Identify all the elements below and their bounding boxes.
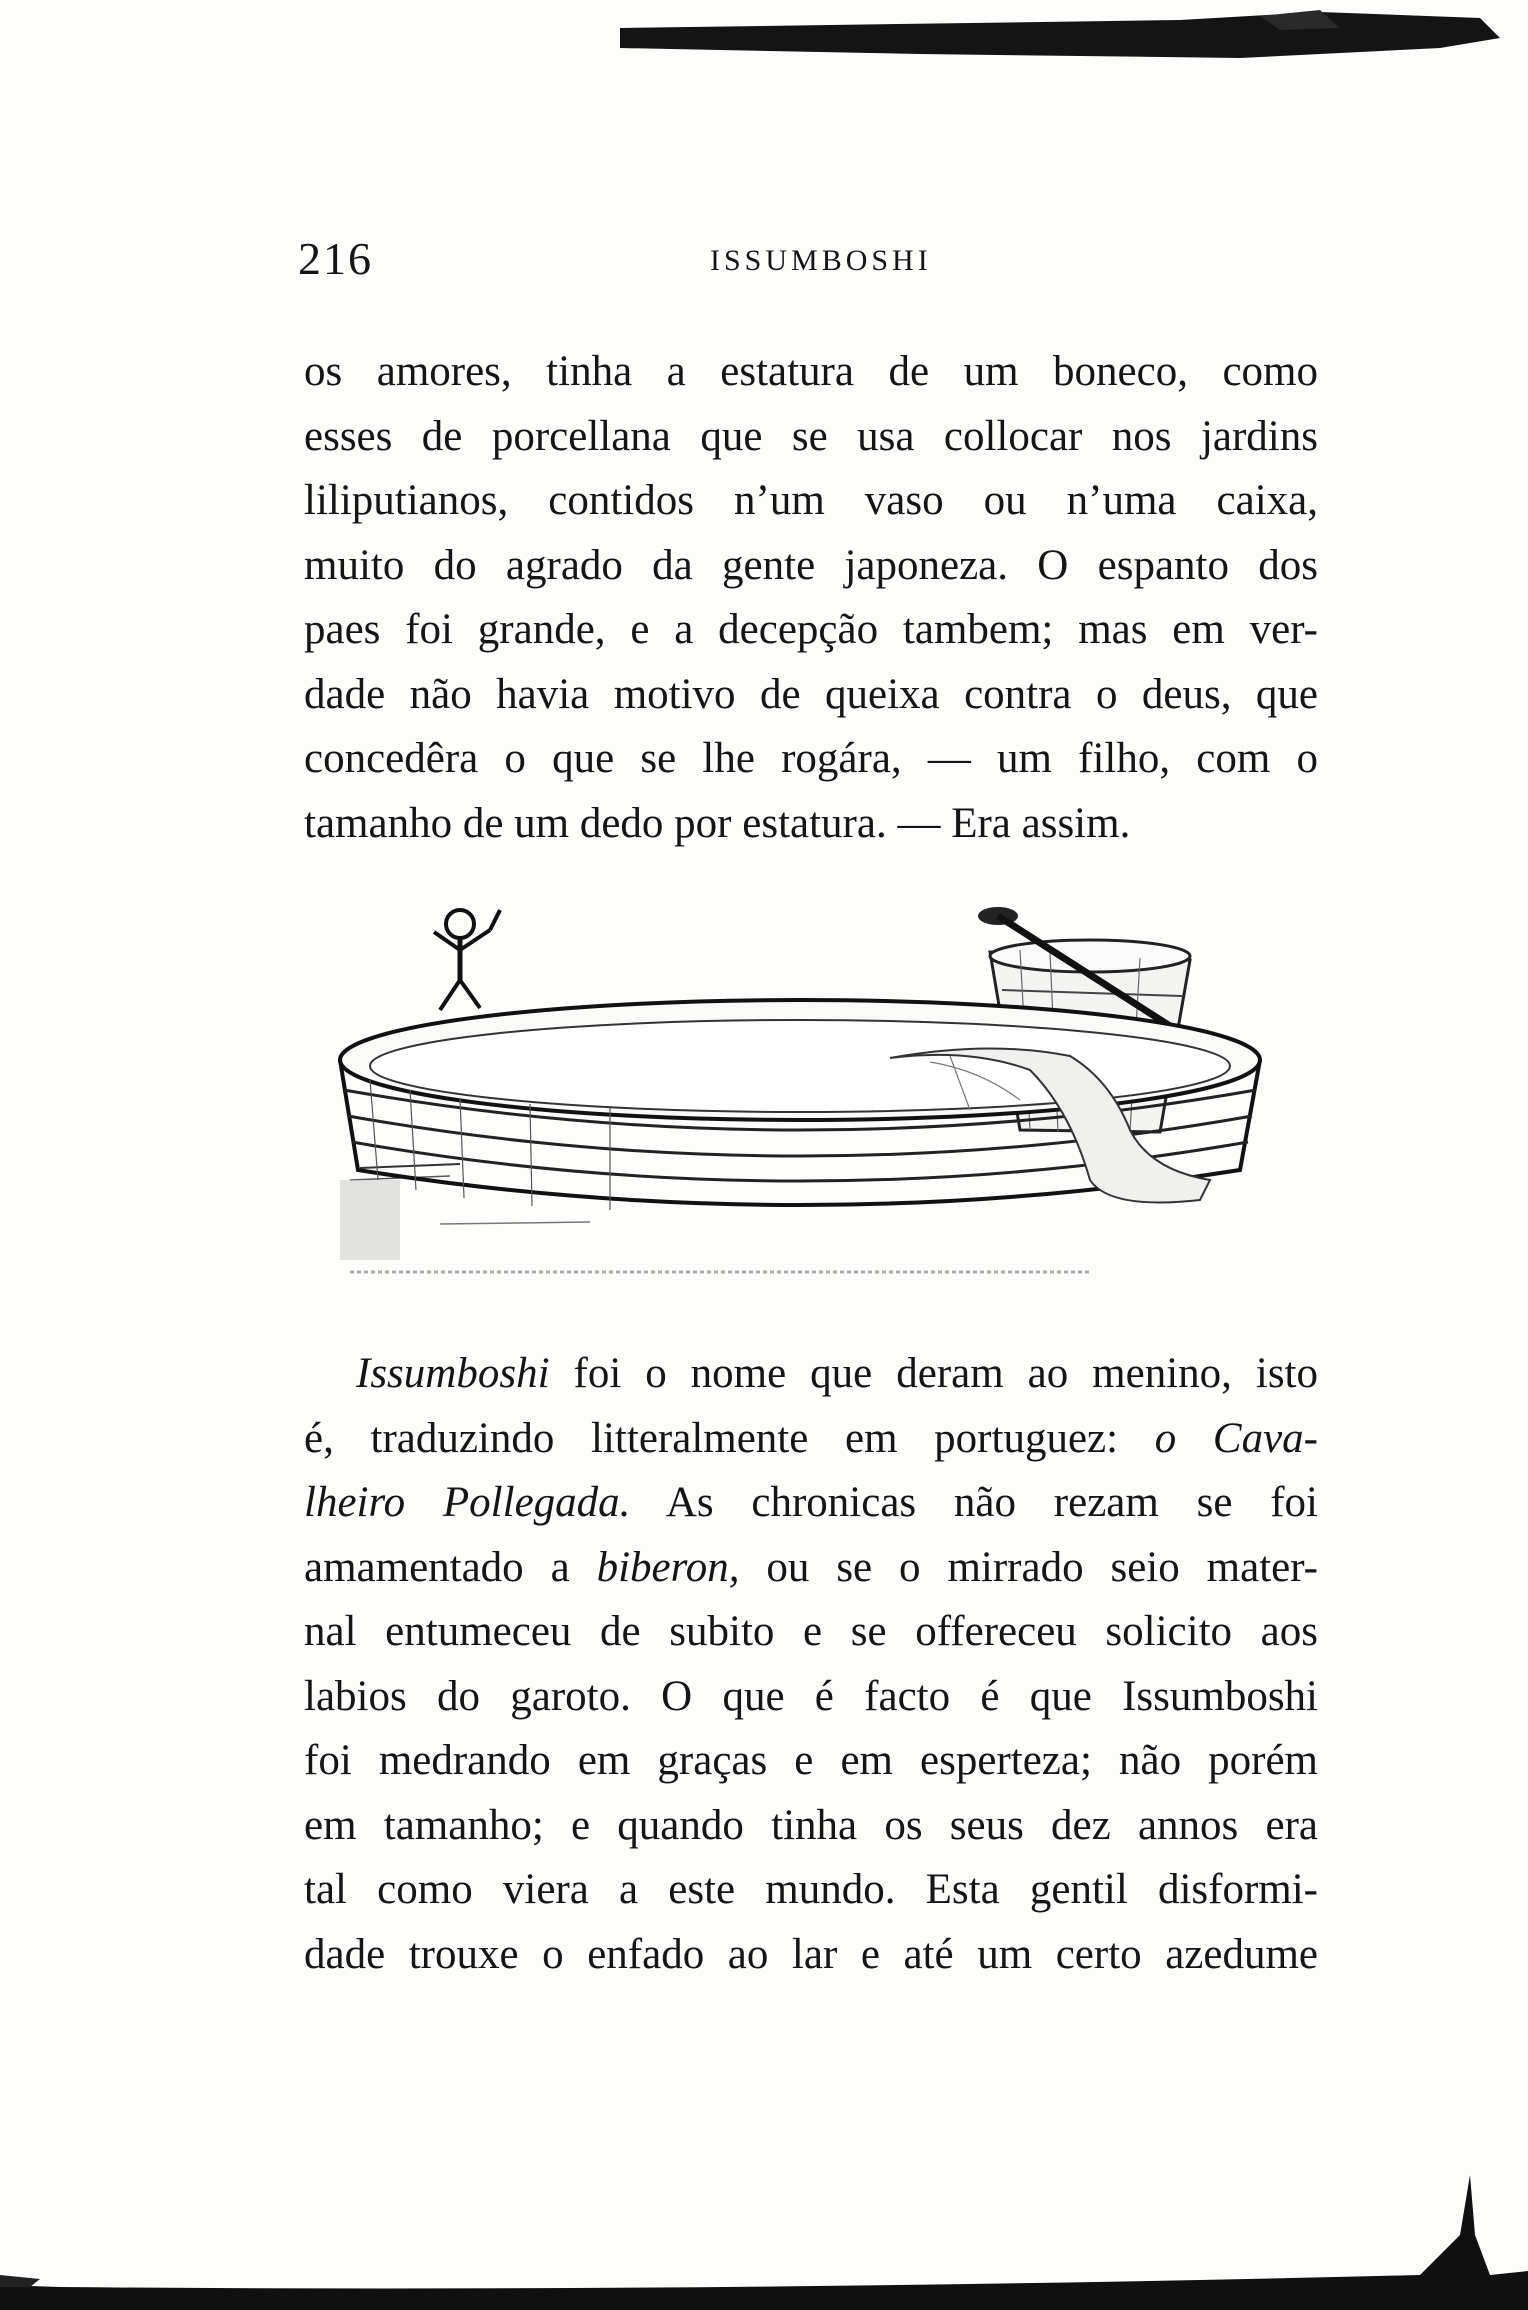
illustration-tub-and-bucket — [330, 880, 1310, 1300]
text-line: tal como viera a este mundo. Esta gentil disformi- — [304, 1866, 1318, 1913]
text-line: esses de porcellana que se usa collocar nos jardins — [304, 412, 1318, 460]
page-header — [298, 232, 1318, 292]
text-line: é, traduzindo litteralmente em portuguez: o Cava- — [304, 1414, 1318, 1462]
text-line: foi medrando em graças e em esperteza; não porém — [304, 1737, 1318, 1784]
text-line: dade trouxe o enfado ao lar e até um certo azedume — [304, 1930, 1318, 1978]
text-line: em tamanho; e quando tinha os seus dez annos era — [304, 1801, 1318, 1849]
text-line: liliputianos, contidos n’um vaso ou n’uma caixa, — [304, 477, 1318, 524]
text-line: amamentado a biberon, ou se o mirrado seio mater- — [304, 1543, 1318, 1591]
text-line: paes foi grande, e a decepção tambem; mas em ver- — [304, 606, 1318, 653]
text-line: dade não havia motivo de queixa contra o deus, que — [304, 670, 1318, 718]
italic-name: Issumboshi — [356, 1350, 550, 1397]
text-line: os amores, tinha a estatura de um boneco, como — [304, 348, 1318, 395]
text-line: concedêra o que se lhe rogára, — um filho, com o — [304, 735, 1318, 782]
scan-edge-bottom — [0, 2175, 1528, 2310]
text-line: muito do agrado da gente japoneza. O espanto dos — [304, 541, 1318, 589]
paragraph-2 — [304, 1342, 1318, 1987]
text-line: Issumboshi foi o nome que deram ao menino, isto — [356, 1350, 1318, 1397]
text-line: tamanho de um dedo por estatura. — Era assim. — [304, 799, 1131, 847]
paragraph-1 — [304, 340, 1318, 856]
scan-edge-top — [620, 8, 1500, 64]
text-line: lheiro Pollegada. As chronicas não rezam se foi — [304, 1479, 1318, 1526]
page-number: 216 — [298, 233, 373, 284]
running-title: ISSUMBOSHI — [710, 244, 932, 277]
text-line: labios do garoto. O que é facto é que Issumboshi — [304, 1672, 1318, 1720]
text-line: nal entumeceu de subito e se offereceu solicito aos — [304, 1608, 1318, 1655]
